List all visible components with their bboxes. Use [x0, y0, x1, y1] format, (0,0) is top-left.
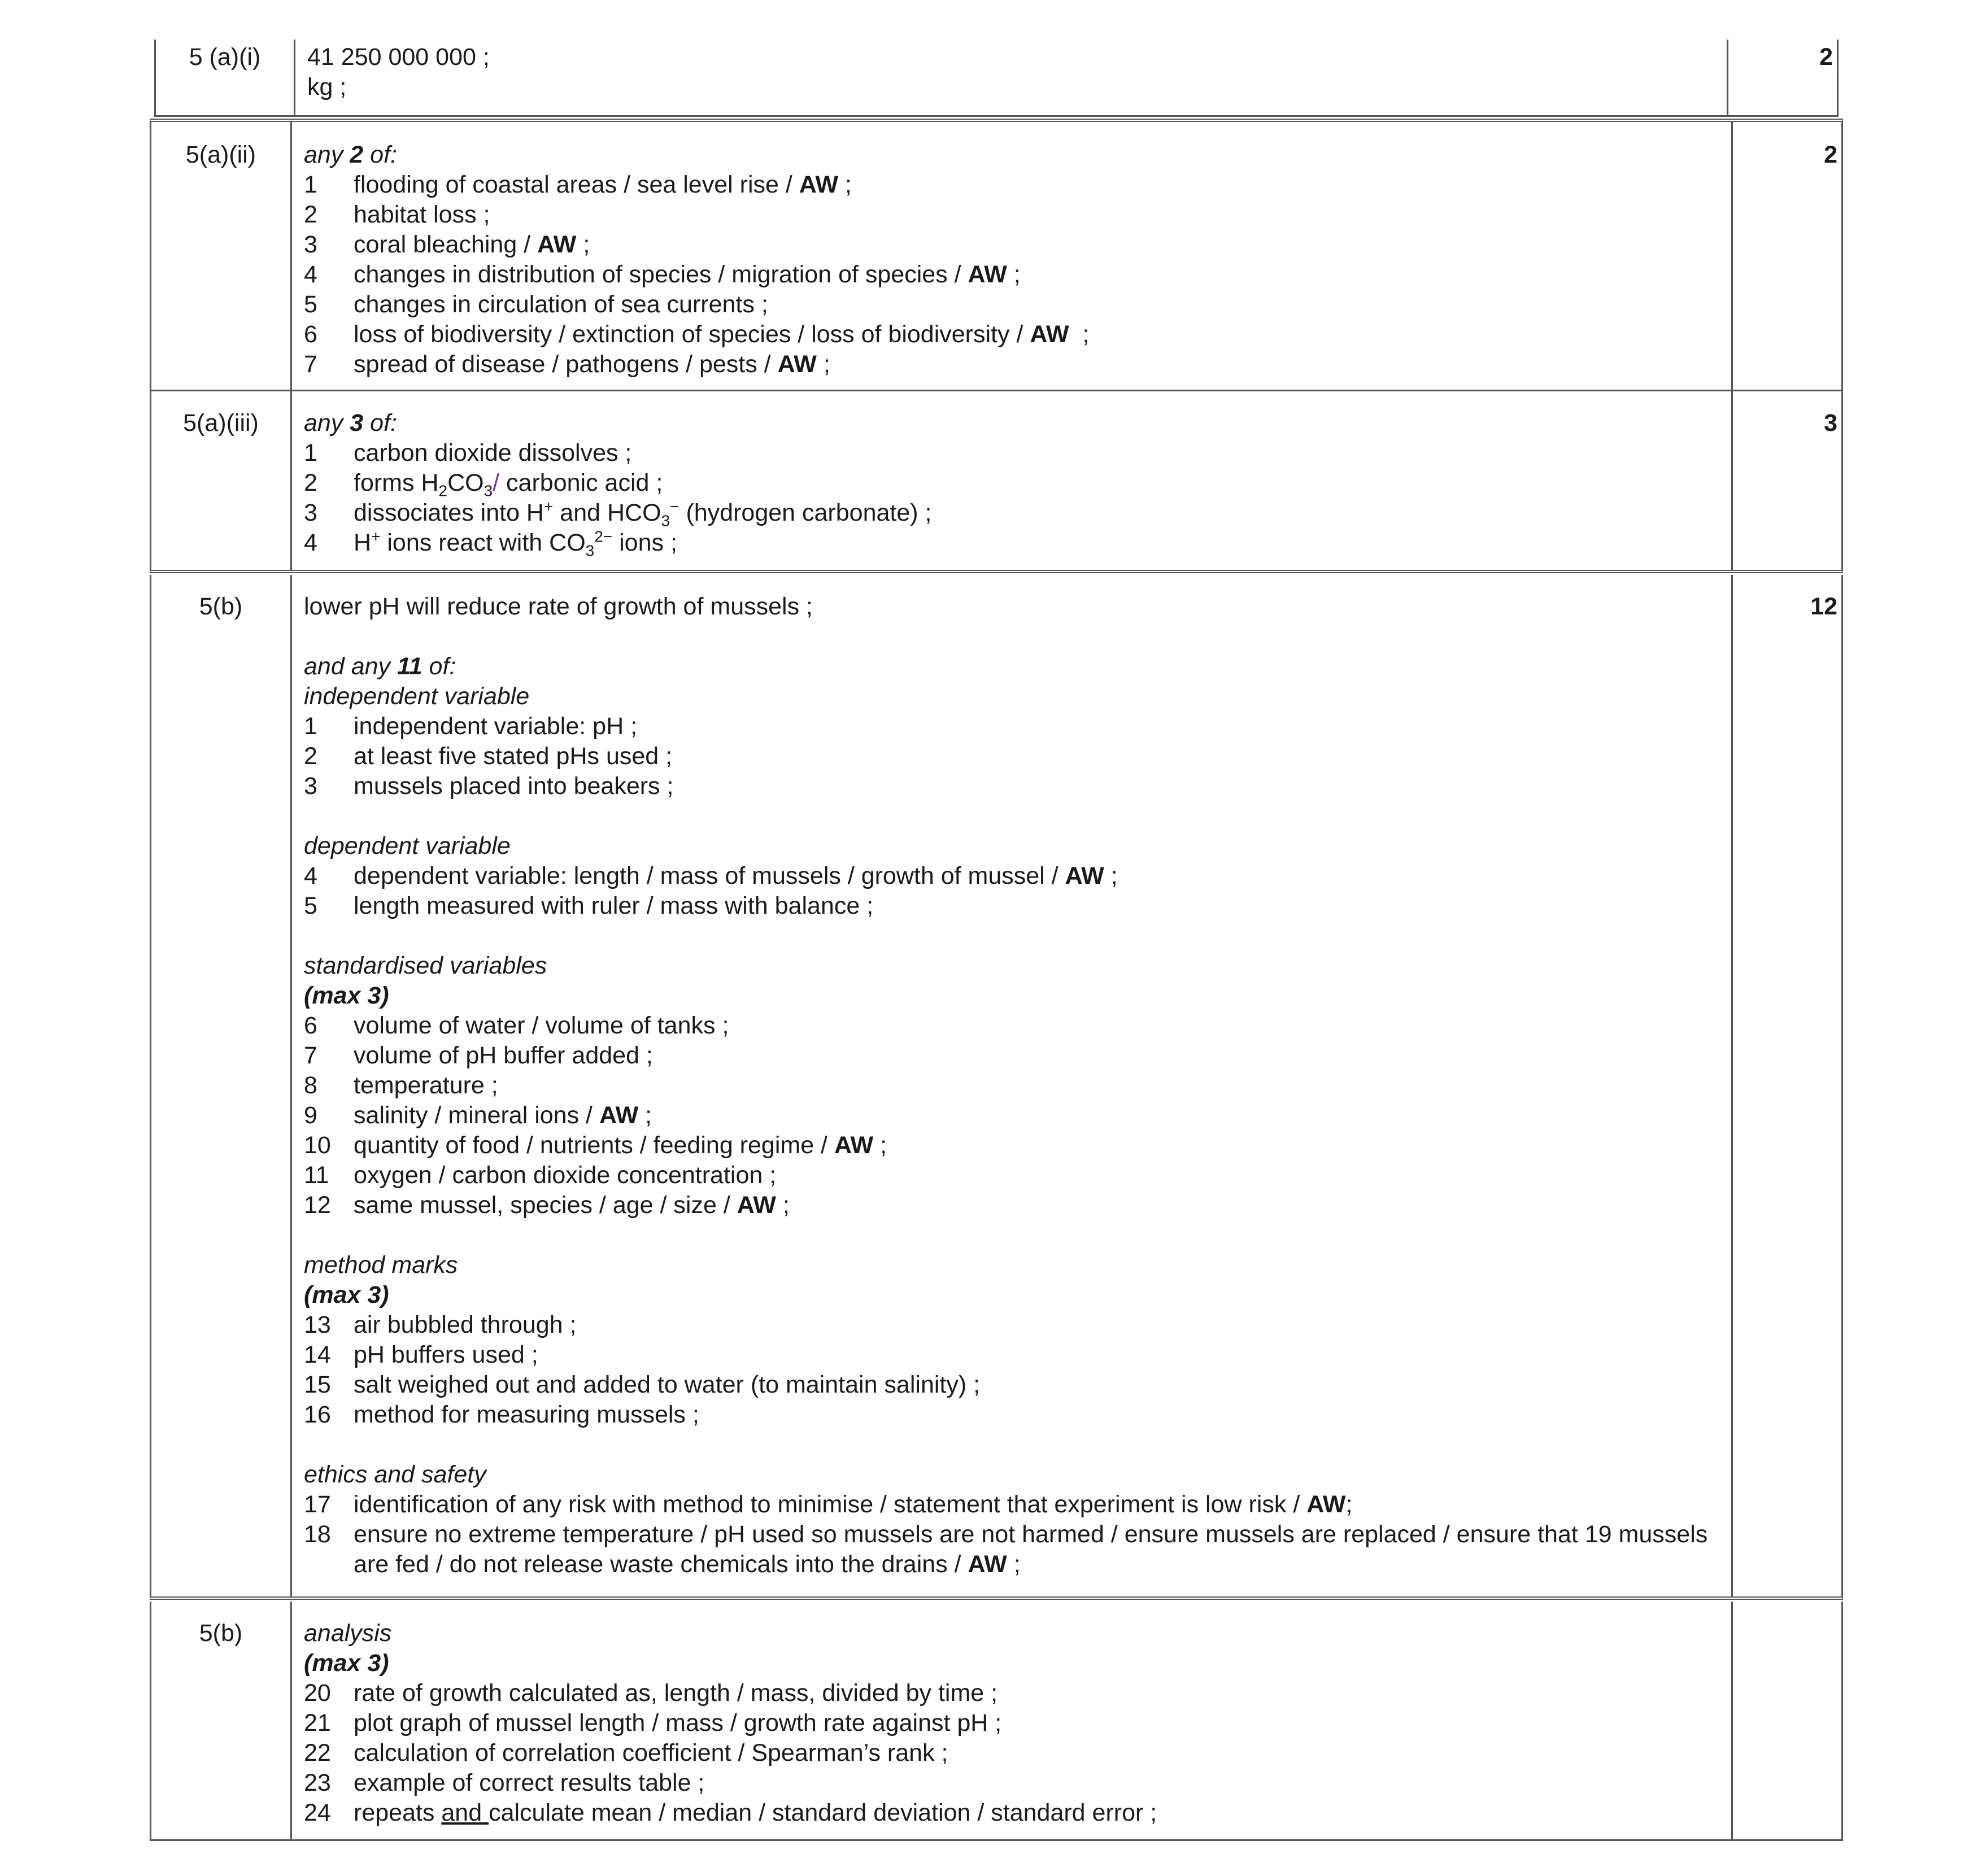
- col-divider: [290, 391, 292, 570]
- marking-point: 5 changes in circulation of sea currents ;: [304, 291, 768, 318]
- marking-point: 4 dependent variable: length / mass of mussels / growth of mussel / AW ;: [304, 862, 1118, 889]
- marking-point: 21 plot graph of mussel length / mass / growth rate against pH ;: [304, 1709, 1002, 1737]
- any-n-of-header: any 3 of:: [304, 409, 397, 437]
- section-title: method marks: [304, 1251, 458, 1279]
- row-5b: [150, 575, 1843, 1600]
- main-statement: lower pH will reduce rate of growth of mussels ;: [304, 593, 813, 620]
- marking-point: 2 at least five stated pHs used ;: [304, 743, 673, 770]
- marking-point: 8 temperature ;: [304, 1072, 498, 1099]
- marking-point: 9 salinity / mineral ions / AW ;: [304, 1102, 652, 1129]
- col-divider: [290, 1602, 292, 1839]
- col-divider: [290, 575, 292, 1596]
- marking-point: 6 volume of water / volume of tanks ;: [304, 1012, 729, 1039]
- marking-point: 4 H+ ions react with $CO_3^{2-}$ ions ;: [304, 527, 677, 560]
- marking-point: 1 carbon dioxide dissolves ;: [304, 439, 632, 466]
- row-5ai: [154, 40, 1839, 117]
- answer-cell: [304, 1618, 1157, 1828]
- marking-point: 18 ensure no extreme temperature / pH used so mussels are not harmed / ensure mussels are replaced / ensure that 19 mussels are fed / do not release waste chemicals into the drains / AW ;: [304, 1521, 1708, 1578]
- question-number: 5 (a)(i): [189, 43, 261, 71]
- marking-point: 15 salt weighed out and added to water (to maintain salinity) ;: [304, 1371, 981, 1398]
- marking-point: 20 rate of growth calculated as, length / mass, divided by time ;: [304, 1679, 998, 1707]
- question-number: 5(b): [199, 1620, 243, 1647]
- section-title: dependent variable: [304, 832, 511, 860]
- marking-point: 23 example of correct results table ;: [304, 1769, 705, 1796]
- col-divider: [294, 40, 295, 115]
- marking-point: 7 spread of disease / pathogens / pests / AW ;: [304, 351, 830, 378]
- any-n-of-header: and any 11 of:: [304, 653, 456, 680]
- row-5aiii: [150, 390, 1843, 573]
- max-marks-label: (max 3): [304, 1650, 389, 1677]
- any-n-of-header: any 2 of:: [304, 141, 397, 168]
- marking-point: 3 dissociates into H+ and $HCO_3^-$ (hydrogen carbonate) ;: [304, 498, 932, 530]
- marks-cell: 12: [1810, 593, 1837, 620]
- marking-point: 1 flooding of coastal areas / sea level rise / AW ;: [304, 171, 852, 198]
- question-number: 5(a)(iii): [183, 409, 259, 437]
- marking-point: 6 loss of biodiversity / extinction of species / loss of biodiversity / AW ;: [304, 321, 1090, 348]
- marking-point: 1 independent variable: pH ;: [304, 713, 638, 740]
- question-number: 5(b): [199, 593, 243, 620]
- section-title: analysis: [304, 1620, 392, 1647]
- marking-point: 22 calculation of correlation coefficient / Spearman’s rank ;: [304, 1739, 948, 1766]
- marking-point: 24 repeats and calculate mean / median / standard deviation / standard error ;: [304, 1799, 1157, 1826]
- section-title: ethics and safety: [304, 1461, 486, 1488]
- col-divider: [1731, 1602, 1733, 1839]
- max-marks-label: (max 3): [304, 1281, 389, 1308]
- marking-point: 14 pH buffers used ;: [304, 1341, 538, 1368]
- marking-point: 5 length measured with ruler / mass with balance ;: [304, 892, 874, 919]
- marking-point: 3 mussels placed into beakers ;: [304, 773, 674, 800]
- marking-point: 17 identification of any risk with method to minimise / statement that experiment is low risk / AW;: [304, 1491, 1353, 1518]
- col-divider: [1731, 575, 1733, 1596]
- marking-point: 4 changes in distribution of species / migration of species / AW ;: [304, 261, 1021, 288]
- col-divider: [290, 122, 292, 390]
- marking-point: 7 volume of pH buffer added ;: [304, 1042, 653, 1069]
- marking-point: 2 habitat loss ;: [304, 201, 490, 228]
- answer-line: kg ;: [307, 73, 347, 101]
- answer-line: 41 250 000 000 ;: [307, 43, 490, 71]
- marks-cell: 2: [1824, 141, 1837, 168]
- answer-cell: [304, 408, 932, 558]
- max-marks-label: (max 3): [304, 982, 389, 1009]
- answer-cell: [304, 140, 1089, 379]
- row-5b-analysis: [150, 1602, 1843, 1841]
- section-title: independent variable: [304, 683, 530, 710]
- marking-point: 3 coral bleaching / AW ;: [304, 231, 590, 258]
- marking-point: 12 same mussel, species / age / size / AW ;: [304, 1192, 790, 1219]
- marking-point: 2 forms $H_2CO_3/$ carbonic acid ;: [304, 469, 663, 500]
- marking-point: 13 air bubbled through ;: [304, 1311, 577, 1338]
- section-title: standardised variables: [304, 952, 547, 979]
- row-5aii: [150, 119, 1843, 391]
- marks-cell: 3: [1824, 409, 1837, 437]
- marking-point: 10 quantity of food / nutrients / feeding regime / AW ;: [304, 1132, 887, 1159]
- marking-point: 11 oxygen / carbon dioxide concentration ;: [304, 1162, 777, 1189]
- marks-cell: 2: [1819, 43, 1833, 71]
- answer-cell: [304, 592, 1722, 1580]
- question-number: 5(a)(ii): [185, 141, 256, 168]
- marking-point: 16 method for measuring mussels ;: [304, 1401, 699, 1428]
- answer-cell: [307, 42, 490, 102]
